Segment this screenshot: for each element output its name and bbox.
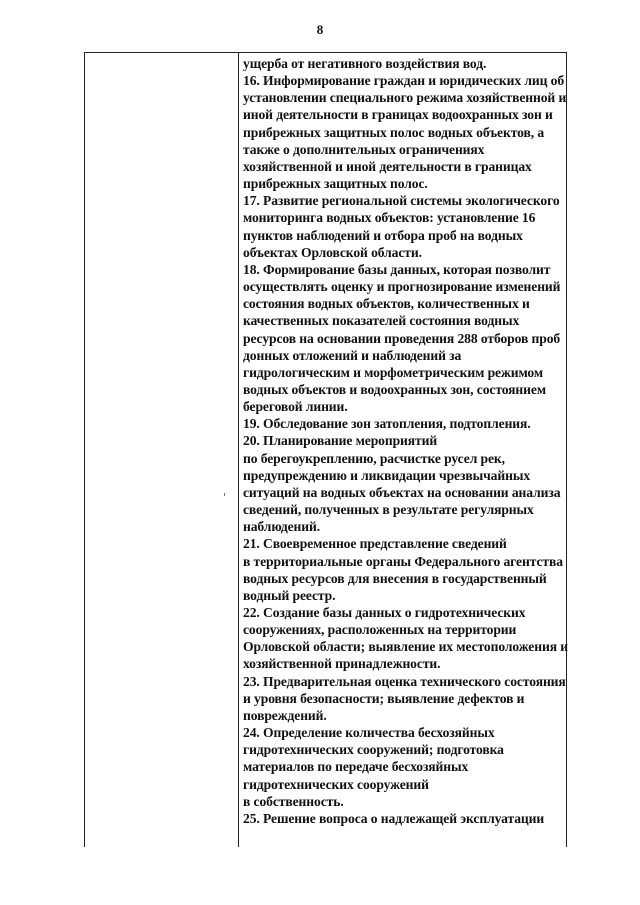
text-line: 18. Формирование базы данных, которая позволит — [243, 261, 551, 277]
text-line: 24. Определение количества бесхозяйных — [243, 725, 495, 741]
text-line: хозяйственной принадлежности. — [243, 656, 441, 672]
text-line: Орловской области; выявление их местоположения и — [243, 639, 568, 655]
text-line: водный реестр. — [243, 587, 336, 603]
text-line: 20. Планирование мероприятий — [243, 433, 438, 449]
text-line: осуществлять оценку и прогнозирование изменений — [243, 279, 561, 295]
scan-speck — [224, 493, 225, 496]
text-line: 16. Информирование граждан и юридических лиц об — [243, 73, 565, 89]
text-line: донных отложений и наблюдений за — [243, 347, 462, 363]
text-line: ситуаций на водных объектах на основании анализа — [243, 484, 561, 500]
text-line: состояния водных объектов, количественных и — [243, 296, 530, 312]
text-line: 22. Создание базы данных о гидротехнических — [243, 605, 526, 620]
text-line: объектах Орловской области. — [243, 244, 422, 260]
text-line: 19. Обследование зон затопления, подтопления. — [243, 416, 531, 432]
page-number: 8 — [316, 22, 324, 37]
text-line: водных ресурсов для внесения в государственный — [243, 570, 547, 586]
text-line: качественных показателей состояния водных — [243, 313, 520, 329]
text-line: и уровня безопасности; выявление дефектов и — [243, 690, 525, 706]
text-line: мониторинга водных объектов: установление 16 — [243, 210, 536, 226]
text-line: также о дополнительных ограничениях — [243, 141, 485, 157]
text-line: прибрежных защитных полос. — [243, 176, 428, 192]
text-line: пунктов наблюдений и отбора проб на водных — [243, 227, 523, 243]
text-line: сооружениях, расположенных на территории — [243, 622, 517, 638]
text-line: ресурсов на основании проведения 288 отборов проб — [243, 330, 561, 346]
text-line: прибрежных защитных полос водных объектов, а — [243, 124, 545, 140]
text-line: повреждений. — [243, 707, 327, 723]
text-line: в собственность. — [243, 793, 344, 809]
text-line: в территориальные органы Федерального агентства — [243, 553, 563, 569]
text-line: 25. Решение вопроса о надлежащей эксплуатации — [243, 810, 545, 826]
text-line: установлении специального режима хозяйственной и — [243, 90, 567, 106]
text-line: 21. Своевременное представление сведений — [243, 536, 507, 552]
text-line: хозяйственной и иной деятельности в границах — [243, 158, 532, 174]
text-line: по берегоукреплению, расчистке русел рек, — [243, 450, 505, 466]
text-line: береговой линии. — [243, 399, 348, 415]
text-line: 17. Развитие региональной системы экологического — [243, 193, 560, 209]
text-line: ущерба от негативного воздействия вод. — [243, 56, 487, 71]
text-line: гидротехнических сооружений — [243, 776, 429, 792]
column-divider — [238, 53, 239, 847]
text-line: материалов по передаче бесхозяйных — [243, 759, 469, 775]
text-line: иной деятельности в границах водоохранных зон и — [243, 107, 553, 123]
table-cell-text — [243, 55, 568, 827]
text-line: 23. Предварительная оценка технического состояния — [243, 673, 566, 689]
document-table — [84, 52, 567, 847]
text-line: гидрологическим и морфометрическим режимом — [243, 364, 544, 380]
text-line: водных объектов и водоохранных зон, состоянием — [243, 381, 546, 397]
text-line: сведений, полученных в результате регулярных — [243, 502, 534, 518]
text-line: наблюдений. — [243, 519, 321, 535]
text-line: предупреждению и ликвидации чрезвычайных — [243, 467, 531, 483]
text-line: гидротехнических сооружений; подготовка — [243, 742, 504, 758]
